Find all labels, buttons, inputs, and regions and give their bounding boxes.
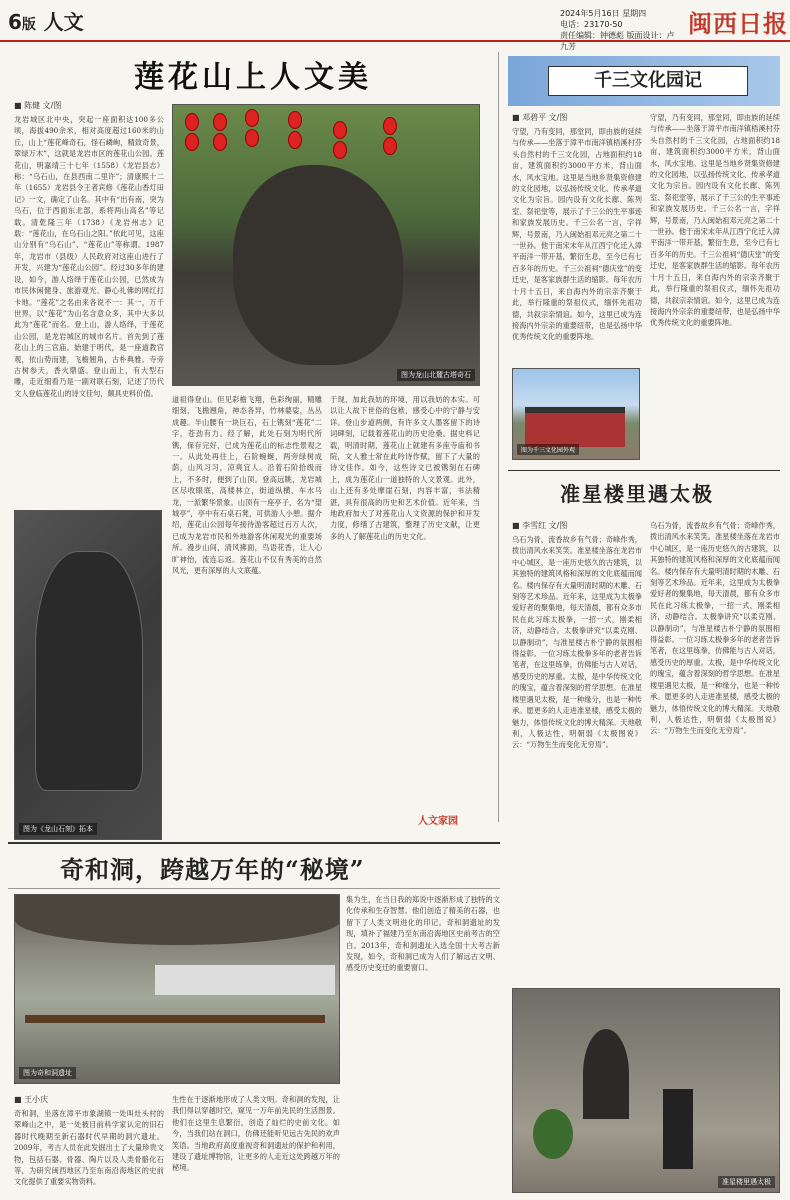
divider [8,842,500,844]
article1-text-col3: 于现，加此我妨的环境，用以我妨的本实。可以让人故下世俗的包袱，感受心中的宁静与安详。登山步道两侧，有许多文人墨客留下的诗词碑刻，记载着莲花山的历史沧桑。据史料记载，明清时期，莲花山上就建有多座寺庙和书院，文人雅士常在此吟诗作赋，留下了大量的诗文佳作。如今，这些诗文已被镌刻在石碑上，成为莲花山一道独特的人文景观。此外，山上还有多处摩崖石刻，内容丰富，书法精湛，具有很高的历史和艺术价值。近年来，当地政府加大了对莲花山人文资源的保护和开发力度，修缮了古建筑，整理了历史文献，让更多的人了解莲花山的历史文化。 [330,395,480,541]
cave-ceiling [15,895,340,945]
article3-photo [512,988,780,1193]
stele-shape [35,551,143,791]
article2-photo [512,368,640,460]
article1-photo2 [14,510,162,840]
section-tag-renwen: 人文家园 [418,816,458,827]
article1-text-col1: 龙岩城区北中央，突起一座面积达100多公顷，海拔490余米，相对高度超过160米的山丘，山上“莲花峰奇石，怪石嶙峋，精致奇景，翠绿万木”，这就是龙岩市区的莲花山公园。莲花山，明嘉靖三十七年（1558）《龙岩县志》称：“乌石山，在县西南二里许”；清康熙十二年（1655）龙岩县令王者宾修《莲花山香灯田记》一文，确定了山名。其中有“出有南，突为乌石，位于西面东北部，系将两山高名”等记载。清乾隆三年（1738）《龙岩州志》记载：“莲花山，在乌石山之阳。”依此可见，这座山分别有“乌石山”、“莲花山”等称谓。1987年，龙岩市（县级）人民政府对这座山进行了开发，兴建为“莲花山公园”。经过30多年的建设，如今，游人络绎于莲花山公园，已然成为市民休闲健身、旅游观光、静心礼佛的网红打卡地。“莲花”之名由来各说不一：其一，万千世界，以“莲花”为山名含意众多，其中大多以此为“莲花”而名。登上山，游人络绎，于莲花山公园，是龙岩城区的城市名片。首先到了莲花山上的三官庙。始建于明代，是一座道教宫观，依山势而建，飞檐翘角，古朴典雅。寺旁古树参天，香火鼎盛。登山而上，有大型石雕，走近细看乃是一副对联石刻，记述了历代文人登临莲花山的诗文佳句，颇具史料价值。 [14,115,164,398]
building-shape [525,407,625,447]
article1-photo1-caption: 图为龙山北麓古塔奇石 [397,369,475,381]
article3-text-col2: 乌石为骨，流香故乡有气骨；奇峰作秀，拨出清风水来笑笑。准星楼坐落在龙岩市中心城区，是一座历史悠久的古建筑，以其独特的建筑风格和深厚的文化底蕴而闻名。楼内保存有大量明清时期的木雕、石刻等艺术珍品。近年来，这里成为太极拳爱好者的聚集地，每天清晨，都有众多市民在此习练太极拳，一招一式，刚柔相济，动静结合。太极拳讲究“以柔克刚、以静制动”，与准星楼古朴宁静的氛围相得益彰。一位习练太极拳多年的老者告诉笔者，在这里练拳，仿佛能与古人对话，感受历史的厚重。太极，是中华传统文化的瑰宝，蕴含着深刻的哲学思想。在准星楼里遇见太极，是一种缘分，也是一种传承。愿更多的人走进准星楼，感受太极的魅力，体悟传统文化的博大精深。天地敬利，人极达性，明朝弱《太极图说》云：“万物生生而变化无穷焉”。 [650,521,780,736]
article2-photo-caption: 图为千三文化园外观 [517,444,579,455]
article1-photo2-caption: 图为《龙山石刻》拓本 [19,823,97,835]
article2-byline: ■ 邓碧平 文/图 [512,113,568,122]
divider [508,470,780,471]
article4-photo-caption: 图为奇和洞遗址 [19,1067,76,1079]
article4-text-col1: 奇和洞，坐落在漳平市象湖镇一处叫灶头村的翠峰山之中，是一处被目前科学家认定的旧石器时代晚期至新石器时代早期的洞穴遗址。2009年，考古人员在此发掘出土了大量珍贵文物，包括石器、骨器、陶片以及人类骨骼化石等，为研究闽西地区乃至东南沿海地区的史前文化提供了重要实物资料。 [14,1109,164,1187]
article3-text-col1: 乌石为骨，流香故乡有气骨；奇峰作秀，拨出清风水来笑笑。准星楼坐落在龙岩市中心城区，是一座历史悠久的古建筑，以其独特的建筑风格和深厚的文化底蕴而闻名。楼内保存有大量明清时期的木雕、石刻等艺术珍品。近年来，这里成为太极拳爱好者的聚集地，每天清晨，都有众多市民在此习练太极拳，一招一式，刚柔相济，动静结合。太极拳讲究“以柔克刚、以静制动”，与准星楼古朴宁静的氛围相得益彰。一位习练太极拳多年的老者告诉笔者，在这里练拳，仿佛能与古人对话，感受历史的厚重。太极，是中华传统文化的瑰宝，蕴含着深刻的哲学思想。在准星楼里遇见太极，是一种缘分，也是一种传承。愿更多的人走进准星楼，感受太极的魅力，体悟传统文化的博大精深。天地敬利，人极达性，明朝弱《太极图说》云：“万物生生而变化无穷焉”。 [512,535,642,750]
issue-phone: 电话：23170-50 [560,20,623,29]
article3-byline: ■ 李雪红 文/图 [512,521,568,530]
article3-photo-caption: 准星楼里遇太极 [718,1176,775,1188]
article1-byline: ■ 陈健 文/图 [14,101,62,110]
article1-title: 莲花山上人文美 [134,60,372,95]
column-divider [498,52,499,822]
article2-text-col1: 守望，乃有变同，那堂同，即由族的延续与传承——坐落于漳平市南洋镇梧溪村芬头自然村的千三文化园，占地面积约18亩，建筑面积约3000平方米，背山面水，风水宝地。这里是当地乡贤集资修建的文化园地，以弘扬传统文化、传承孝道文化为宗旨。园内设有文化长廊、陈列室、祭祀堂等，展示了千三公的生平事迹和家族发展历史。千三公名一言，字祥辉，号景南，乃入闽始祖邓元亮之第二十一世孙。他于南宋末年从江西宁化迁入漳平南洋一带开基，繁衍生息，至今已有七百多年的历史。千三公祖祠“德庆堂”的变迁史，是客家族群生活的缩影。每年农历十月十五日，来自海内外的宗亲齐聚于此，举行隆重的祭祖仪式，缅怀先祖功德，共叙宗亲情谊。如今，这里已成为连接海内外宗亲的重要纽带，也是弘扬中华优秀传统文化的重要阵地。 [512,127,642,342]
article4-photo [14,894,340,1084]
article4-byline: ■ 王小庆 [14,1095,49,1104]
article1-text-col2: 道祖得登山。但见彩檐飞翔，色彩绚丽，精雕细刻，飞檐翘角，神态各异，竹林婆娑，丛丛成趣。半山腰有一块巨石，石上镌刻“莲花”二字，苍劲有力。经了解，此处石刻为明代所镌，保存完好，已成为莲花山的标志性景观之一。从此处再往上，石阶蜿蜒，两旁绿树成荫，山风习习，凉爽宜人。沿着石阶拾级而上，不多时，便到了山顶。登高远眺，龙岩城区尽收眼底，高楼林立，街道纵横，车水马龙，一派繁华景象。山顶有一座亭子，名为“望城亭”，亭中有石桌石凳，可供游人小憩。据介绍，莲花山公园每年接待游客超过百万人次，已成为龙岩市民和外地游客休闲观光的重要场所。漫步山间，清风拂面，鸟语花香，让人心旷神怡，流连忘返。莲花山不仅有秀美的自然风光，更有深厚的人文底蕴。 [172,395,322,576]
article3-title: 准星楼里遇太极 [560,482,714,506]
issue-editors: 责任编辑：钟德彪 版面设计：卢九芳 [560,31,675,51]
railing-shape [25,1015,325,1023]
figure-shape [663,1089,693,1169]
article4-text-col3: 生性在于逐渐地形成了人类文明。奇和洞的发现，让我们得以穿越时空，窥见一万年前先民的生活图景。他们在这里生息繁衍，创造了灿烂的史前文化。如今，当我们站在洞口，仿佛还能听见远古先民的欢声笑语。当地政府高度重视奇和洞遗址的保护和利用，建设了遗址博物馆，让更多的人走近这处跨越万年的秘境。 [172,1095,340,1173]
page-number: 6版 人文 [8,10,84,34]
article2-title: 千三文化园记 [548,66,748,96]
rock-shape [233,165,403,365]
divider [8,888,500,889]
article4-title: 奇和洞，跨越万年的“秘境” [60,855,365,884]
doorway-shape [583,1029,629,1119]
issue-info [560,8,680,52]
article2-text-col2: 守望，乃有变同，那堂同，即由族的延续与传承——坐落于漳平市南洋镇梧溪村芬头自然村的千三文化园，占地面积约18亩，建筑面积约3000平方米，背山面水，风水宝地。这里是当地乡贤集资修建的文化园地，以弘扬传统文化、传承孝道文化为宗旨。园内设有文化长廊、陈列室、祭祀堂等，展示了千三公的生平事迹和家族发展历史。千三公名一言，字祥辉，号景南，乃入闽始祖邓元亮之第二十一世孙。他于南宋末年从江西宁化迁入漳平南洋一带开基，繁衍生息，至今已有七百多年的历史。千三公祖祠“德庆堂”的变迁史，是客家族群生活的缩影。每年农历十月十五日，来自海内外的宗亲齐聚于此，举行隆重的祭祖仪式，缅怀先祖功德，共叙宗亲情谊。如今，这里已成为连接海内外宗亲的重要纽带，也是弘扬中华优秀传统文化的重要阵地。 [650,113,780,328]
plant-shape [533,1109,573,1159]
bus-shape [155,965,335,995]
article4-text-col2: 集为生，在当日我的郑说中逐渐形成了独特的文化传承和生存智慧。他们创造了精美的石器，也留下了人类文明进化的印记。奇和洞遗址的发现，填补了福建乃至东南沿海地区史前考古的空白。2013年，奇和洞遗址入选全国十大考古新发现。如今，奇和洞已成为人们了解远古文明、感受历史变迁的重要窗口。 [346,895,500,973]
issue-date: 2024年5月16日 星期四 [560,9,647,18]
paper-logo: 闽西日报 [688,9,788,38]
article1-photo1 [172,104,480,386]
